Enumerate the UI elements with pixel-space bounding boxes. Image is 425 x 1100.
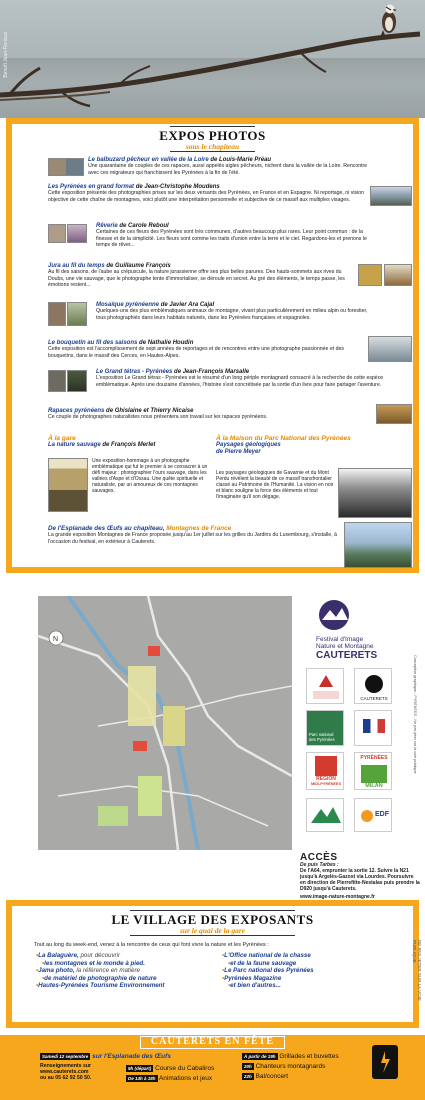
acces-from: De puis Tarbes :	[300, 862, 339, 868]
expo-thumb-bouquetin	[368, 336, 412, 362]
village-subtitle-rule	[130, 935, 295, 936]
village-title: LE VILLAGE DES EXPOSANTS	[111, 912, 314, 927]
logo-oncfs	[306, 668, 344, 704]
expo-entry-bouquetin: Le bouquetin au fil des saisons de Nathalie Houdin Cette exposition est l'accomplissement de sept années de reportages et de rencontres entre une photographe passionnée et des bouquetins, dans le massif des Cerces, en Hautes-Alpes.	[48, 340, 345, 359]
village-item: • Hautes-Pyrénées Tourisme Environnement	[36, 982, 226, 990]
title-rule	[170, 126, 255, 127]
village-item: • et de la faune sauvage	[222, 960, 392, 968]
svg-text:N: N	[53, 636, 59, 643]
subtitle-rule	[170, 151, 255, 152]
village-item: • L'Office national de la chasse	[222, 952, 392, 960]
village-item: • Pyrénées Magazine	[222, 975, 392, 983]
expo-thumb-mosaique-portrait	[48, 302, 66, 326]
village-title-rule	[130, 910, 295, 911]
village-list-left	[36, 952, 226, 990]
town-map[interactable]	[38, 596, 292, 850]
expo-entry-mosaique: Mosaïque pyrénéenne de Javier Ara Cajal Quelques-uns des plus emblématiques animaux de montagne, vivant plus particulièrement en milieu alpin ou forestier, tous photographiés dans leurs habitats naturels, dans les Pyrénées françaises et espagnoles.	[96, 302, 368, 321]
fete-date-row: Samedi 12 septembre sur l'Esplanade des Œufs	[42, 1053, 171, 1060]
expo-entry-reverie: Rêverie de Carole Reboul Certaines de ces fleurs des Pyrénées sont très communes, d'autres beaucoup plus rares. Leur point commun : de la finesse et de la simplicité. Les fleurs sont comme les traits d'union entre la terre et le ciel. Regardons-les et prenons le temps de rêver...	[96, 223, 367, 248]
village-list-right	[222, 952, 392, 990]
gare-text: Une exposition-hommage à un photographe emblématique qui fut le premier à se consacrer à un défi majeur : photographier l'ours sauvage, dans les vallées d'Aspe et d'Ossau. Une quête spirituelle et naturaliste, par un amoureux de ces montagnes sauvages.	[92, 458, 208, 495]
village-item: • Jama photo, la référence en matière	[36, 967, 226, 975]
gare-book-cover	[48, 458, 88, 512]
fete-date-tag: Samedi 12 septembre	[42, 1054, 89, 1059]
expo-thumb-reverie-flower	[67, 224, 87, 243]
expo-entry-tetras: Le Grand tétras - Pyrénées de Jean-François Marsalle L'exposition Le Grand tétras - Pyrénées est le résumé d'un long périple montagnard consacré à la recherche de cette espèce emblématique. Après une douzaine d'années, l'histoire s'est concrétisée par la sortie d'un livre pour faire partager l'aventure.	[96, 369, 384, 388]
fete-title: CAUTERETS EN FÊTE	[140, 1036, 285, 1049]
logo-region: RÉGION MIDI-PYRÉNÉES	[306, 752, 344, 790]
expos-title: EXPOS PHOTOS	[159, 128, 266, 143]
expo-thumb-jura-2	[384, 264, 412, 286]
expo-thumb-reverie-portrait	[48, 224, 66, 243]
maison-heading: À la Maison du Parc National des Pyrénées	[216, 435, 351, 442]
acces-text: De l'A64, emprunter la sortie 12. Suivre la N21 jusqu'à Argelès-Gazost via Lourdes. Poursuivre en direction de Pierrefitte-Nestalas puis prendre la D920 jusqu'à Cauterets.	[300, 868, 420, 892]
logo-cauterets: CAUTERETS	[354, 668, 392, 704]
maison-photo-bw	[338, 468, 412, 518]
expo-thumb-tetras-bird	[67, 370, 87, 392]
village-subtitle: sur le quai de la gare	[179, 926, 246, 935]
acces-block	[300, 852, 420, 900]
expo-thumb-mosaique-bird	[67, 302, 87, 326]
gare-heading: À la gare	[48, 435, 76, 442]
festival-logo-icon	[314, 598, 354, 632]
festival-logo-text: Festival d'Image Nature et Montagne CAUTERETS	[316, 636, 378, 661]
logo-milan: PYRÉNÉES MILAN	[354, 752, 392, 790]
expo-entry-balbuzard: Le balbuzard pêcheur en vallée de la Loire de Louis-Marie Préau Une quarantaine de couples de ces rapaces, aussi appelés aigles pêcheurs, nichent dans la vallée de la Loire. Rencontre avec ces migrateurs qui franchissent les Pyrénées à la fin de l'été.	[88, 157, 368, 176]
esplanade-photo	[344, 522, 412, 568]
village-item: • les montagnes et le monde à pied.	[36, 960, 226, 968]
village-item: • de matériel de photographie de nature	[36, 975, 226, 983]
acces-url[interactable]: www.image-nature-montagne.fr	[300, 894, 375, 900]
fete-info: Renseignements sur www.cauterets.com ou au 05 62 92 50 50.	[40, 1063, 92, 1081]
osprey-bird	[380, 5, 397, 39]
village-item: • La Balaguère, pour découvrir	[36, 952, 226, 960]
expo-entry-pyrenees: Les Pyrénées en grand format de Jean-Christophe Moudens Cette exposition présente des photographies prises sur les deux versants des Pyrénées, en France et en Espagne. Ni reportage, ni vision objective de cette chaîne de montagnes, voici plutôt une interprétation personnelle et subjective de ce massif aux multiples visages.	[48, 184, 365, 203]
gare-block: À la gare La nature sauvage de François Merlet	[48, 436, 208, 449]
maison-text: Les paysages géologiques de Gavarnie et du Mont Perdu révèlent la beauté de ce massif transfrontalier classé au Patrimoine de l'Humanité. La vision en noir et blanc souligne la force des éléments et tout l'imaginaire qu'il son dégage.	[216, 470, 334, 501]
side-note-right: NE PAS JETER SUR LA VOIE PUBLIQUE	[412, 940, 422, 1001]
expo-thumb-pyrenees	[370, 186, 412, 206]
side-note-credits: Conception graphique : PYRÉNÉES - Ne pas jeter sur la voie publique	[413, 655, 417, 774]
expo-thumb-jura-1	[358, 264, 382, 286]
logo-parc-national: Parc national des Pyrénées	[306, 710, 344, 746]
village-item: • Le Parc national des Pyrénées	[222, 967, 392, 975]
expos-subtitle: sous le chapiteau	[185, 142, 240, 151]
map-graphic	[38, 596, 292, 850]
esplanade-block: De l'Esplanade des Œufs au chapiteau, Montagnes de France La grande exposition Montagnes de France proposée jusqu'au 1er juillet sur les grilles du Jardins du Luxembourg, s'installe, à l'occasion du festival, en extérieur à Cauterets.	[48, 525, 337, 545]
hero-photo	[0, 0, 425, 118]
partner-logos	[306, 598, 410, 860]
branch-illustration	[0, 0, 425, 118]
village-item: • et bien d'autres...	[222, 982, 392, 990]
photo-credit: Benoît Jean-Renaux	[3, 32, 9, 78]
logo-hautes-pyrenees	[306, 798, 344, 832]
logo-republique	[354, 710, 392, 746]
fete-item-3: À partir de 19h Grillades et buvettes	[244, 1053, 339, 1060]
expo-thumb-tetras-portrait	[48, 370, 66, 392]
expo-entry-jura: Jura au fil du temps de Guillaume François Au fil des saisons, de l'aube au crépuscule, la nature jurassienne offre ses plus belles parures. Des hauts-sommets aux rives du Doubs, une vie sauvage, que le photographe tente d'immortaliser, se déroule en secret. Au gré des éléments, le temps passe, les émotions restent...	[48, 263, 345, 288]
cauterets-badge-icon	[372, 1045, 398, 1079]
fete-item-5: 22h Bal/concert	[244, 1073, 289, 1080]
expo-entry-rapaces: Rapaces pyrénéens de Ghislaine et Thierry Nicaise Ce couple de photographes naturalistes nous présentera son travail sur les rapaces pyrénéens.	[48, 408, 268, 421]
fete-item-4: 20h Chanteurs montagnards	[244, 1063, 326, 1070]
maison-block: À la Maison du Parc National des Pyrénées Paysages géologiques de Pierre Meyer	[216, 436, 416, 455]
fete-content	[0, 1035, 425, 1100]
expo-thumb-balbuzard	[48, 158, 84, 176]
expo-thumb-rapaces	[376, 404, 412, 424]
logo-edf: EDF	[354, 798, 392, 832]
fete-item-1: 9h (départ) Course du Cabaliros	[128, 1065, 215, 1072]
acces-title: ACCÈS	[300, 852, 338, 863]
fete-item-2: De 14h à 18h Animations et jeux	[128, 1075, 213, 1082]
village-intro: Tout au long du week-end, venez à la rencontre de ceux qui font vivre la nature et les Pyrénées :	[34, 942, 269, 948]
